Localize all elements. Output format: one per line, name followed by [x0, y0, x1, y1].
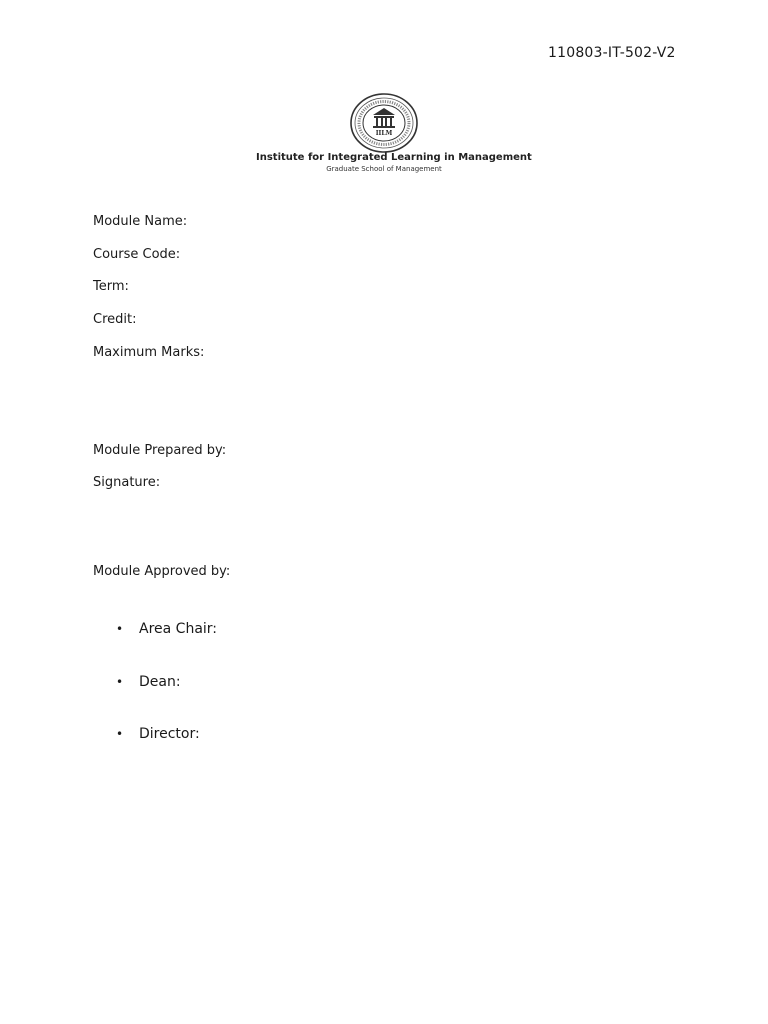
institute-subtitle: Graduate School of Management [326, 165, 442, 173]
signature-label: Signature: [93, 475, 161, 490]
maximum-marks-label: Maximum Marks: [93, 345, 205, 360]
module-name-label: Module Name: [93, 214, 188, 229]
credit-label: Credit: [93, 312, 137, 327]
approved-by-label: Module Approved by: [93, 564, 231, 579]
term-label: Term: [93, 279, 129, 294]
approver-list-item [116, 674, 181, 690]
approver-list-item [116, 726, 200, 742]
area-chair-label: Area Chair: [139, 621, 218, 637]
approver-list-item [116, 621, 217, 637]
course-code-label: Course Code: [93, 247, 181, 262]
director-label: Director: [139, 726, 200, 742]
bullet-icon: • [116, 727, 124, 741]
bullet-icon: • [116, 622, 124, 636]
prepared-by-label: Module Prepared by: [93, 443, 227, 458]
dean-label: Dean: [139, 674, 181, 690]
institute-logo [256, 93, 532, 177]
institute-name: Institute for Integrated Learning in Management [256, 152, 532, 163]
seal-lettering: IILM [375, 130, 393, 137]
document-code: 110803-IT-502-V2 [548, 45, 676, 61]
institute-seal-icon [349, 93, 419, 153]
bullet-icon: • [116, 675, 124, 689]
